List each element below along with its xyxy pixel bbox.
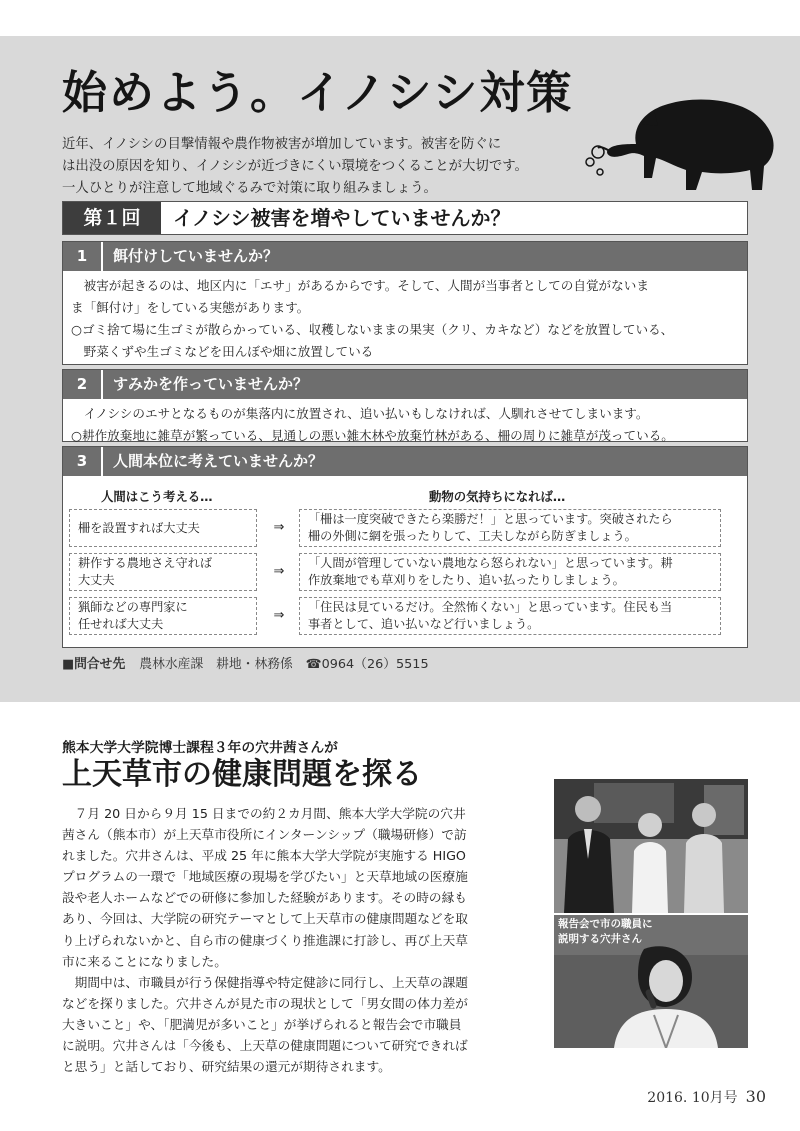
- human-view: 猟師などの専門家に 任せれば大丈夫: [69, 597, 257, 635]
- contact-label: ■問合せ先: [62, 657, 126, 672]
- boar-icon: [584, 86, 784, 196]
- contact-text: 農林水産課 耕地・林務係 ☎0964（26）5515: [139, 657, 429, 672]
- human-view: 耕作する農地さえ守れば 大丈夫: [69, 553, 257, 591]
- column-header-animal: 動物の気持ちになれば…: [429, 489, 566, 504]
- section-number: 第１回: [63, 202, 161, 234]
- feature-title: 始めよう。イノシシ対策: [62, 66, 574, 119]
- photo-caption: 報告会で市の職員に 説明する穴井さん: [558, 918, 653, 945]
- article-title: 上天草市の健康問題を探る: [62, 757, 422, 792]
- comparison-row: [69, 597, 719, 635]
- item-box-3: [62, 446, 748, 648]
- item-box-1: [62, 241, 748, 365]
- column-header-human: 人間はこう考える…: [101, 489, 213, 504]
- animal-view: 「住民は見ているだけ。全然怖くない」と思っています。住民も当 事者として、追い払いなど行いましょう。: [299, 597, 721, 635]
- feature-intro: 近年、イノシシの目撃情報や農作物被害が増加しています。被害を防ぐに は出没の原因を知り、イノシシが近づきにくい環境をつくることが大切です。 一人ひとりが注意して地域ぐるみで対策に取り組みましょう。: [62, 137, 528, 196]
- section-header: [62, 201, 748, 235]
- article-body: ７月 20 日から９月 15 日までの約２カ月間、熊本大学大学院の穴井 茜さん（熊本市）が上天草市役所にインターンシップ（職場研修）で訪 れました。穴井さんは、平成 25 年に熊本大学大学院が実施する HIGO プログラムの一環で「地域医療の現場を学びたい」と天草地域の医療施 設や老人ホームなどでの研修に参加した経験があります。その時の縁も あり、今回は、大学院の研究テーマとして上天草市の健康問題などを取 り上げられないかと、自ら市の健康づくり推進課に打診し、再び上天草 市に来ることになりました。 期間中は、市職員が行う保健指導や特定健診に同行し、上天草の課題 などを探りました。穴井さんが見た市の現状として「男女間の体力差が 大きいこと」や、「肥満児が多いこと」が挙げられると報告会で市職員 に説明。穴井さんは「今後も、上天草の健康問題について研究できれば と思う」と話しており、研究結果の還元が期待されます。: [62, 806, 468, 1075]
- comparison-row: [69, 553, 719, 591]
- arrow-icon: ⇒: [273, 564, 285, 579]
- issue-label: 2016. 10月号: [647, 1090, 738, 1106]
- contact-info: [62, 653, 429, 672]
- animal-view: 「人間が管理していない農地なら怒られない」と思っています。耕 作放棄地でも草刈りをしたり、追い払ったりしましょう。: [299, 553, 721, 591]
- arrow-icon: ⇒: [273, 608, 285, 623]
- item-header: 1 餌付けしていませんか？: [63, 242, 747, 271]
- item-body: 被害が起きるのは、地区内に「エサ」があるからです。そして、人間が当事者としての自覚がないま ま「餌付け」をしている実態があります。 ○ゴミ捨て場に生ゴミが散らかっている、収穫しないままの果実（クリ、カキなど）などを放置している、 野菜くずや生ゴミなどを田んぼや畑に放置している: [71, 278, 674, 359]
- page-number: 30: [745, 1087, 766, 1106]
- item-header: 3 人間本位に考えていませんか？: [63, 447, 747, 476]
- group-photo: [554, 779, 748, 913]
- section-title: イノシシ被害を増やしていませんか？: [173, 206, 511, 230]
- page-footer: [647, 1087, 766, 1107]
- human-view: 柵を設置すれば大丈夫: [69, 509, 257, 547]
- group-photo-image: [554, 779, 748, 913]
- item-box-2: [62, 369, 748, 442]
- animal-view: 「柵は一度突破できたら楽勝だ！」と思っています。突破されたら 柵の外側に網を張ったりして、工夫しながら防ぎましょう。: [299, 509, 721, 547]
- comparison-row: [69, 509, 719, 547]
- arrow-icon: ⇒: [273, 520, 285, 535]
- item-body: イノシシのエサとなるものが集落内に放置され、追い払いもしなければ、人馴れさせてしまいます。 ○耕作放棄地に雑草が繁っている、見通しの悪い雑木林や放棄竹林がある、柵の周りに雑草が茂っている。: [71, 406, 674, 443]
- item-header: 2 すみかを作っていませんか？: [63, 370, 747, 399]
- presentation-photo: [554, 915, 748, 1048]
- article-subtitle: 熊本大学大学院博士課程３年の穴井茜さんが: [62, 740, 338, 756]
